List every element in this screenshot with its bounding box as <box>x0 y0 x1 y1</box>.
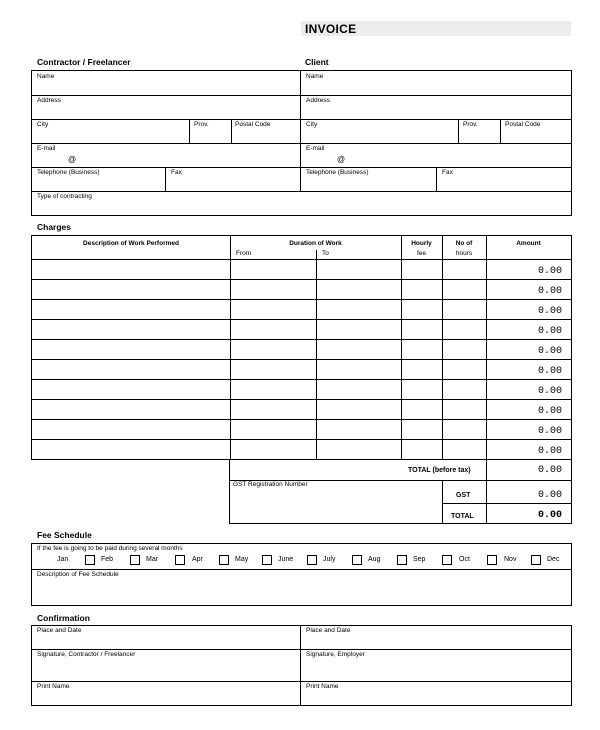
month-label: Mar <box>146 556 159 563</box>
col-hourly-fee: fee <box>416 250 427 257</box>
client-city-field[interactable]: City <box>306 121 318 128</box>
contractor-address-field[interactable]: Address <box>37 97 61 104</box>
contracting-type-field[interactable]: Type of contracting <box>37 193 92 200</box>
col-to: To <box>322 250 329 257</box>
month-label: Dec <box>547 556 560 563</box>
row-amount: 0.00 <box>537 286 562 297</box>
contractor-fax-field[interactable]: Fax <box>171 169 182 176</box>
contractor-city-field[interactable]: City <box>37 121 49 128</box>
gst-label: GST <box>456 492 471 499</box>
client-email-field[interactable]: E-mail <box>306 145 325 152</box>
confirmation-box <box>31 625 572 706</box>
month-label: Oct <box>459 556 470 563</box>
client-prov-field[interactable]: Prov. <box>463 121 478 128</box>
contractor-place-date-field[interactable]: Place and Date <box>37 627 82 634</box>
checkbox-nov[interactable] <box>487 555 497 565</box>
contractor-heading: Contractor / Freelancer <box>37 57 131 67</box>
checkbox-dec[interactable] <box>531 555 541 565</box>
employer-place-date-field[interactable]: Place and Date <box>306 627 351 634</box>
fee-description-field[interactable]: Description of Fee Schedule <box>37 571 119 578</box>
client-heading: Client <box>305 57 329 67</box>
checkbox-oct[interactable] <box>442 555 452 565</box>
row-amount: 0.00 <box>537 266 562 277</box>
checkbox-may[interactable] <box>219 555 229 565</box>
confirmation-heading: Confirmation <box>37 613 90 623</box>
employer-print-name-field[interactable]: Print Name <box>306 683 339 690</box>
month-label: July <box>323 556 336 563</box>
contractor-print-name-field[interactable]: Print Name <box>37 683 70 690</box>
charges-table <box>31 235 572 460</box>
client-fax-field[interactable]: Fax <box>442 169 453 176</box>
checkbox-sep[interactable] <box>397 555 407 565</box>
total-value: 0.00 <box>537 510 562 521</box>
client-address-field[interactable]: Address <box>306 97 330 104</box>
client-postal-field[interactable]: Postal Code <box>505 121 541 128</box>
row-amount: 0.00 <box>537 446 562 457</box>
client-at-symbol: @ <box>337 155 346 164</box>
row-amount: 0.00 <box>537 426 562 437</box>
row-amount: 0.00 <box>537 306 562 317</box>
row-amount: 0.00 <box>537 366 562 377</box>
col-amount: Amount <box>516 240 541 247</box>
month-label: June <box>278 556 294 563</box>
month-label: Aug <box>368 556 381 563</box>
parties-box <box>31 70 572 216</box>
row-amount: 0.00 <box>537 406 562 417</box>
fee-schedule-heading: Fee Schedule <box>37 530 92 540</box>
checkbox-apr[interactable] <box>175 555 185 565</box>
contractor-signature-field[interactable]: Signature, Contractor / Freelancer <box>37 651 136 658</box>
col-hourly: Hourly <box>411 240 432 247</box>
checkbox-june[interactable] <box>262 555 272 565</box>
checkbox-feb[interactable] <box>85 555 95 565</box>
row-amount: 0.00 <box>537 386 562 397</box>
month-label: Feb <box>101 556 114 563</box>
employer-signature-field[interactable]: Signature, Employer <box>306 651 365 658</box>
contractor-name-field[interactable]: Name <box>37 73 55 80</box>
charges-heading: Charges <box>37 222 72 232</box>
month-label: Jan <box>57 556 69 563</box>
contractor-postal-field[interactable]: Postal Code <box>235 121 271 128</box>
page-title: INVOICE <box>305 22 357 36</box>
client-phone-field[interactable]: Telephone (Business) <box>306 169 369 176</box>
total-before-tax-value: 0.00 <box>537 465 562 476</box>
contractor-prov-field[interactable]: Prov. <box>194 121 209 128</box>
total-label: TOTAL <box>451 513 474 520</box>
month-label: May <box>235 556 249 563</box>
gst-value: 0.00 <box>537 490 562 501</box>
col-hours-2: hours <box>455 250 473 257</box>
row-amount: 0.00 <box>537 326 562 337</box>
checkbox-mar[interactable] <box>130 555 140 565</box>
contractor-at-symbol: @ <box>68 155 77 164</box>
client-name-field[interactable]: Name <box>306 73 324 80</box>
contractor-phone-field[interactable]: Telephone (Business) <box>37 169 100 176</box>
row-amount: 0.00 <box>537 346 562 357</box>
month-label: Sep <box>413 556 426 563</box>
total-before-tax-label: TOTAL (before tax) <box>408 467 471 474</box>
month-label: Nov <box>504 556 517 563</box>
month-label: Apr <box>192 556 203 563</box>
col-from: From <box>236 250 252 257</box>
col-duration: Duration of Work <box>289 240 342 247</box>
gst-registration-field[interactable]: GST Registration Number <box>233 481 308 488</box>
checkbox-july[interactable] <box>307 555 317 565</box>
contractor-email-field[interactable]: E-mail <box>37 145 56 152</box>
months-label: If the fee is going to be paid during several months <box>37 545 183 552</box>
col-hours: No of <box>455 240 473 247</box>
col-description: Description of Work Performed <box>83 240 179 247</box>
checkbox-aug[interactable] <box>352 555 362 565</box>
